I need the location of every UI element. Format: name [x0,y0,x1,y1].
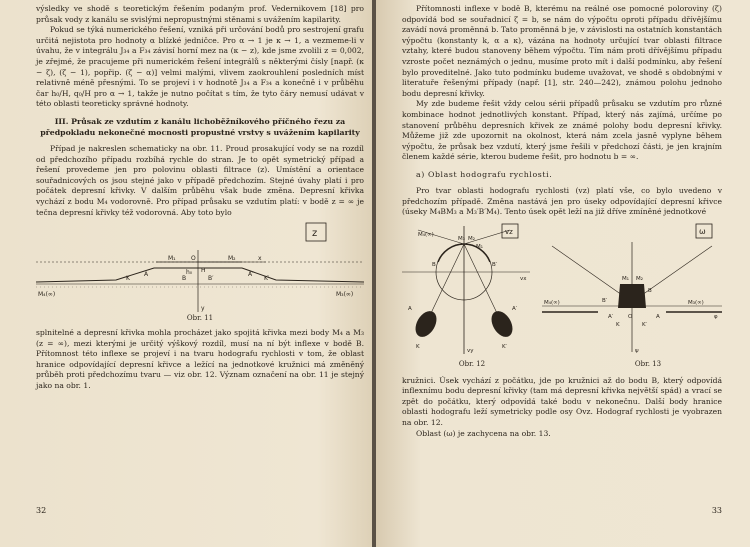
fig12-label: vy [467,347,474,354]
fig12-label: M₂ [468,235,475,242]
fig13-label: M₃(∞) [688,299,704,306]
fig11-label: A′ [248,271,254,279]
figures-12-13 [402,222,722,360]
fig11-label: M₃(∞) [336,291,354,299]
fig13-label: M₄(∞) [544,299,560,306]
fig12-label: K′ [502,343,507,350]
left-page [0,0,374,547]
fig12-label: M₄(∞) [418,231,434,238]
fig13-label: K [616,321,620,328]
paragraph: Pro tvar oblasti hodografu rychlosti (vz) platí vše, co bylo uvedeno v předchozím případě. Změna nastává jen pro úseky odpovídající depresní křivce (úseky M₄BM₃ a M₃′B′M₄). Tento úsek opět leží na již dříve zmíněné jednotkové [402,185,722,217]
fig12-label: vx [520,275,527,282]
fig11-label: A [144,271,149,279]
fig12-label: M₃ [458,235,465,242]
fig13-label: A′ [608,313,614,320]
fig11-label: M₁ [168,255,176,263]
paragraph: Pokud se týká numerického řešení, vzniká při určování bodů pro sestrojení grafu určitá nejistota pro hodnoty α blízké jedničce. Pro α → 1 je κ → 1, a vezmeme-li v úvahu, že v integrálu J₃₄ a F₃₄ závisí horní mez na (κ − z), kde jsme zvolili z = 0,002, je zřejmé, že pracujeme při numerickém řešení integrálů s některými čísly [např. (κ − ζ), (ζ − 1), popřip. (ζ − α)] velmi malými, vlivem zaokrouhlení posledních míst relativně méně přesnými. To se projeví i v hodnotě J₃₄ a F₃₄ a konečně i v průběhu čar h₀/H, q₀/H pro α → 1, takže je nutno počítat s tím, že tyto čáry nemusí udávat v této oblasti teoreticky správné hodnoty. [36,25,364,109]
fig13-label: M₁ [622,275,629,282]
figure-11-drawing [36,220,364,314]
fig12-label: M₁ [476,243,483,250]
subsection-heading: a) Oblast hodografu rychlosti. [416,169,553,179]
fig11-label: H [201,267,206,275]
page-number: 33 [711,506,722,515]
paragraph: Přítomnosti inflexe v bodě B, kterému na reálné ose pomocné poloroviny (ζ) odpovídá bod se souřadnicí ζ = b, se nám do výpočtu oproti případu dřívějšímu zavádí nová proměnná b. Tato proměnná b je, v závislosti na ostatních konstantách výpočtu (konstanty k, α a κ), vázána na hodnoty určující tvar oblasti filtrace vztahy, které budou stanoveny během výpočtu. Tím nám proti dřívějšímu případu vzroste počet neznámých o jednu, musíme proto mít i další podmínku, aby řešení bylo proveditelné. Jako tuto podmínku budeme uvažovat, ve shodě s obdobnými v literatuře řešenými případy (např. [1], str. 240—242), známou polohu jednoho bodu depresní křivky. [402,4,722,98]
fig13-label: O [628,313,633,320]
right-page [376,0,750,547]
paragraph: výsledky ve shodě s teoretickým řešením podaným prof. Vedernikovem [18] pro průsak vody z kanálu se svislými nepropustnými stěnami s uvážením kapilarity. [36,4,364,24]
fig12-label: A [408,305,412,312]
fig11-label: K′ [264,275,270,283]
fig11-label: K [126,275,130,283]
fig11-label: M₂ [228,255,236,263]
figure-12-13-drawing [402,222,722,360]
fig11-label: M₄(∞) [38,291,56,299]
paragraph: splnitelné a depresní křivka mohla procházet jako spojitá křivka mezi body M₄ a M₃ (z = ∞), mezi kterými je určitý výškový rozdíl, musí na ní být inflexe v bodě B. Přítomnost této inflexe se projeví i na tvaru hodografu rychlosti v tom, že oblast hranice odpovídající depresní křivce a ležící na jednotkové kružnici má změněný průběh proti předchozímu tvaru — viz obr. 12. Význam označení na obr. 11 je stejný jako na obr. 1. [36,328,364,391]
paragraph: kružnici. Úsek vychází z počátku, jde po kružnici až do bodu B, který odpovídá inflexnímu bodu depresní křivky (tam má depresní křivka největší spád) a vrací se zpět do počátku, který odpovídá také bodu v nekonečnu. Další body hranice oblasti hodografu leží symetricky podle osy Ovz. Hodograf rychlosti je vyobrazen na obr. 12. [402,375,722,428]
figure-caption: Obr. 11 [186,314,214,323]
fig13-label: B [648,287,652,294]
fig11-label: h₀ [186,269,193,277]
fig13-label: φ [714,313,718,320]
fig13-label: A [656,313,660,320]
fig11-label: x [258,255,262,263]
fig13-label: M₂ [636,275,643,282]
paragraph: Oblast (ω) je zachycena na obr. 13. [416,428,551,438]
fig12-label: B [432,261,436,268]
figure-caption: Obr. 12 [458,359,486,368]
fig13-corner-label: ω [699,226,706,236]
fig11-label: O [191,255,196,263]
paragraph: Případ je nakreslen schematicky na obr. 11. Proud prosakující vody se na rozdíl od předchozího případu rozbíhá rychle do stran. Je to opět symetrický případ a řešení provedeme jen pro polovinu oblasti filtrace (z). Umístění a orientace souřadnicových os jsou stejné jako v případě předchozím. Stejné úvahy platí i pro počátek depresní křivky. V dalším průběhu však bude změna. Depresní křivka vychází z bodu M₄ vodorovně. Pro případ průsaku se vzdutím platí: v bodě z = ∞ je tečna depresní křivky též vodorovná. Aby toto bylo [36,143,364,217]
fig12-label: A′ [512,305,518,312]
paragraph: My zde budeme řešit vždy celou sérii případů průsaku se vzdutím pro různé kombinace hodnot jednotlivých konstant. Případ, který nás zajímá, určíme po stanovení průběhu depresních křivek ze známé polohy bodu depresní křivky. Můžeme již zde upozornit na okolnost, která nám zcela jasně vyplyne během výpočtu, že průsak bez vzdutí, který jsme řešili v předchozí části, je jen krajním členem každé série, kterou budeme řešit, pro hodnotu b = ∞. [402,99,722,162]
figure-12 [402,224,530,354]
fig12-label: B′ [492,261,498,268]
fig11-corner-label: z [312,228,318,240]
page-number: 32 [36,506,47,515]
figure-13 [542,224,722,354]
fig12-label: K [416,343,420,350]
fig11-label: y [201,305,205,313]
fig11-label: B [182,275,187,283]
fig13-label: K′ [642,321,647,328]
fig13-label: B′ [602,297,608,304]
figure-caption: Obr. 13 [634,359,662,368]
fig12-corner-label: vz [505,227,513,236]
fig13-label: ψ [635,347,639,354]
figure-11 [36,220,364,314]
fig11-label: B′ [208,275,214,283]
section-heading: III. Průsak ze vzdutím z kanálu lichoběžníkového příčného řezu za předpokladu nekonečné mocnosti propustné vrstvy s uvážením kapilarity [40,116,360,137]
